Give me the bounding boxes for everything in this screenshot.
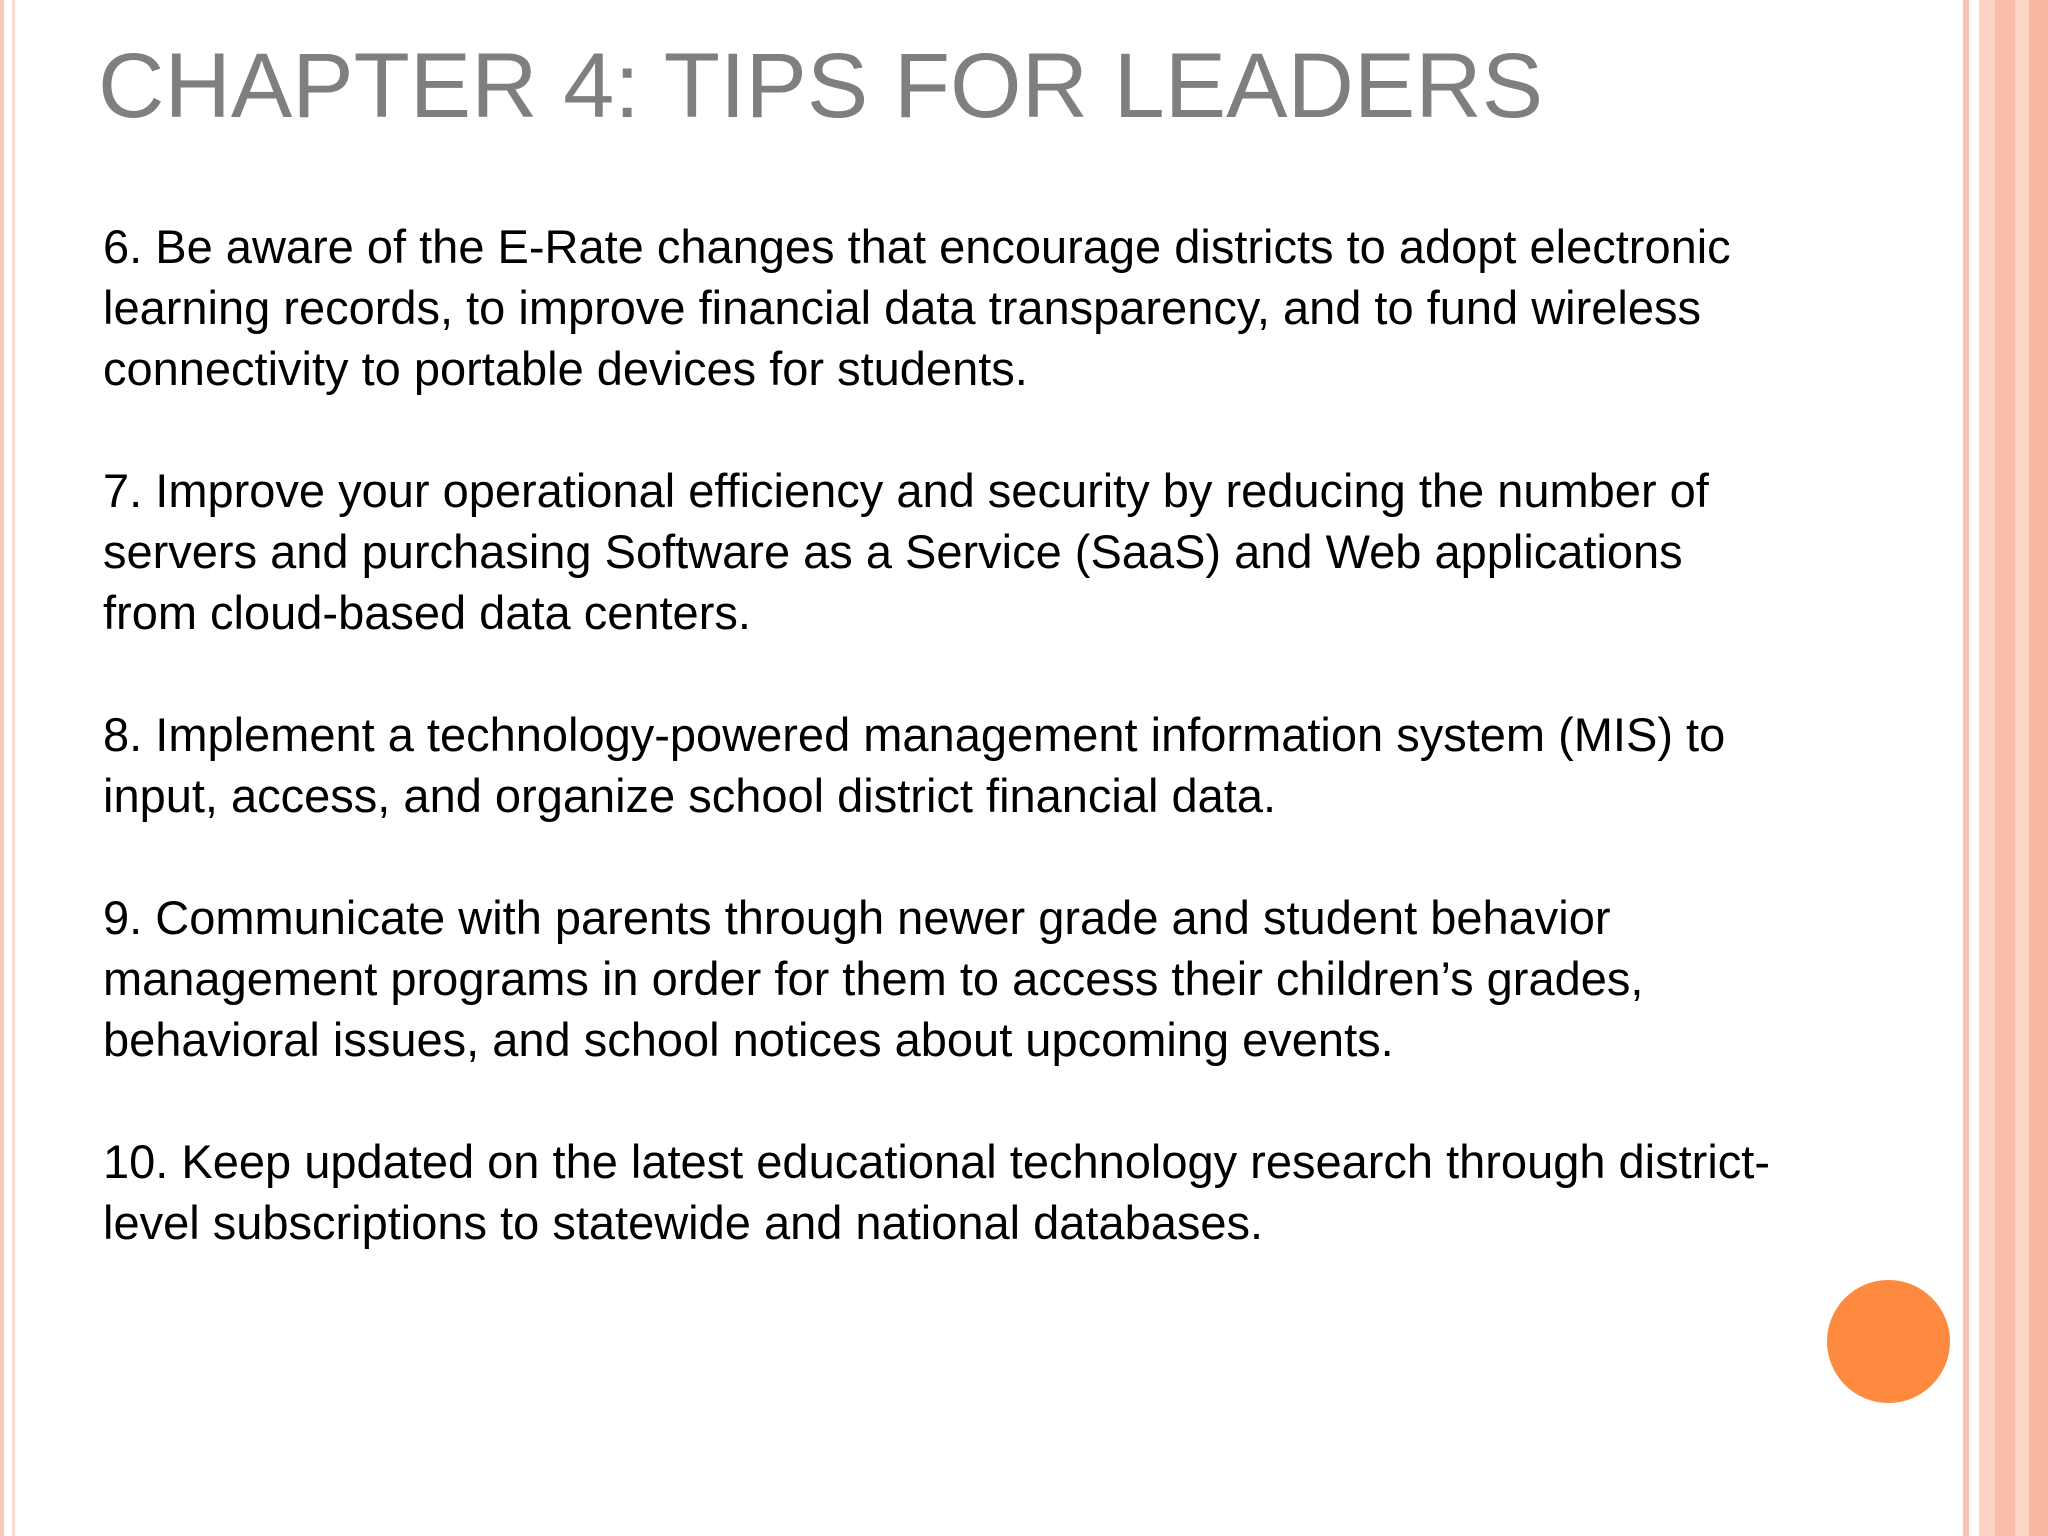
- right-border-stripe: [1963, 0, 1969, 1536]
- tip-item-6: 6. Be aware of the E-Rate changes that encourage districts to adopt electronic learning records, to improve financial data transparency, and to fund wireless connectivity to portable devices for students.: [103, 220, 1731, 395]
- right-border-stripe: [2029, 0, 2048, 1536]
- right-border-stripe: [1995, 0, 2015, 1536]
- right-border-stripe: [1979, 0, 1995, 1536]
- tip-item-10: 10. Keep updated on the latest educational technology research through district- level subscriptions to statewide and national databases.: [103, 1135, 1770, 1249]
- orange-circle-decoration: [1827, 1280, 1950, 1403]
- tips-list: [103, 216, 1933, 1314]
- tip-item-7: 7. Improve your operational efficiency and security by reducing the number of servers and purchasing Software as a Service (SaaS) and Web applications from cloud-based data centers.: [103, 464, 1709, 639]
- slide-title: CHAPTER 4: TIPS FOR LEADERS: [98, 35, 1544, 137]
- tip-item-8: 8. Implement a technology-powered management information system (MIS) to input, access, and organize school district financial data.: [103, 708, 1726, 822]
- left-border-line-inner: [12, 0, 15, 1536]
- tip-item-9: 9. Communicate with parents through newer grade and student behavior management programs in order for them to access their children’s grades, behavioral issues, and school notices about upcoming events.: [103, 891, 1644, 1066]
- left-border-line: [0, 0, 4, 1536]
- right-border-stripe: [2015, 0, 2029, 1536]
